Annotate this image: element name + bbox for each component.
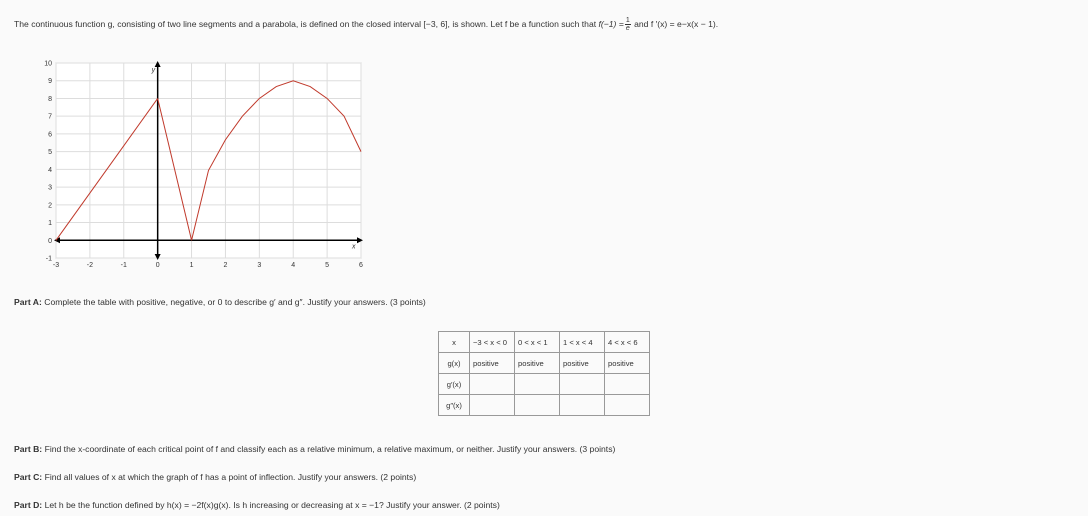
table-cell xyxy=(560,395,605,416)
fraction xyxy=(625,17,631,32)
derivative-definition: and f ′(x) = e−x(x − 1). xyxy=(634,18,719,29)
table-cell: positive xyxy=(515,353,560,374)
part-d xyxy=(14,500,500,510)
f-value-label: f(−1) = xyxy=(598,18,624,29)
x-tick-label: 5 xyxy=(325,262,330,269)
table-cell xyxy=(605,374,650,395)
part-c-text: Find all values of x at which the graph of f has a point of inflection. Justify your answers. (2 points) xyxy=(44,472,417,482)
function-graph xyxy=(36,56,376,271)
x-tick-label: 4 xyxy=(291,262,296,269)
part-a-label: Part A: xyxy=(14,297,42,307)
y-axis-label: y xyxy=(151,67,156,74)
header-interval-1: −3 < x < 0 xyxy=(470,332,515,353)
header-interval-2: 0 < x < 1 xyxy=(515,332,560,353)
y-tick-label: 3 xyxy=(48,184,52,192)
table-row xyxy=(439,353,650,374)
part-b-label: Part B: xyxy=(14,444,43,454)
table-cell xyxy=(560,374,605,395)
header-interval-3: 1 < x < 4 xyxy=(560,332,605,353)
y-tick-label: -1 xyxy=(45,255,52,263)
y-tick-label: 5 xyxy=(48,149,52,157)
y-tick-label: 4 xyxy=(48,166,52,174)
table-cell xyxy=(515,395,560,416)
x-tick-label: -1 xyxy=(120,262,127,269)
y-tick-label: 0 xyxy=(48,237,52,245)
row-label-g: g(x) xyxy=(439,353,470,374)
header-x: x xyxy=(439,332,470,353)
plot-area xyxy=(56,63,361,258)
part-a-text: Complete the table with positive, negative, or 0 to describe g′ and g″. Justify your answers. (3 points) xyxy=(44,297,426,307)
y-tick-label: 9 xyxy=(48,78,52,86)
table-cell xyxy=(470,374,515,395)
fraction-denominator: e xyxy=(625,25,630,32)
table-cell xyxy=(515,374,560,395)
problem-intro xyxy=(14,17,718,32)
x-tick-label: 3 xyxy=(257,262,262,269)
table-cell xyxy=(605,395,650,416)
x-tick-label: -2 xyxy=(86,262,94,269)
table-cell: positive xyxy=(560,353,605,374)
sign-table xyxy=(438,331,650,416)
part-c-label: Part C: xyxy=(14,472,43,482)
y-tick-label: 10 xyxy=(44,60,52,68)
x-tick-label: 0 xyxy=(155,262,160,269)
part-c xyxy=(14,472,416,482)
header-interval-4: 4 < x < 6 xyxy=(605,332,650,353)
y-tick-label: 6 xyxy=(48,131,52,139)
table-row xyxy=(439,395,650,416)
y-tick-label: 7 xyxy=(48,113,52,121)
part-d-text: Let h be the function defined by h(x) = −2f(x)g(x). Is h increasing or decreasing at x = −1? Justify your answer. (2 points) xyxy=(44,500,500,510)
part-b xyxy=(14,444,615,454)
table-cell: positive xyxy=(605,353,650,374)
x-tick-label: 1 xyxy=(189,262,194,269)
y-tick-label: 1 xyxy=(48,220,52,228)
row-label-g-prime: g′(x) xyxy=(439,374,470,395)
row-label-g-double-prime: g″(x) xyxy=(439,395,470,416)
y-tick-label: 8 xyxy=(48,95,52,103)
table-cell xyxy=(470,395,515,416)
x-tick-label: 6 xyxy=(359,262,363,269)
y-tick-label: 2 xyxy=(48,202,52,210)
part-a xyxy=(14,297,426,307)
part-b-text: Find the x-coordinate of each critical point of f and classify each as a relative minimum, a relative maximum, or neither. Justify your answers. (3 points) xyxy=(44,444,616,454)
part-d-label: Part D: xyxy=(14,500,43,510)
table-row xyxy=(439,374,650,395)
x-tick-label: 2 xyxy=(223,262,228,269)
x-tick-label: -3 xyxy=(52,262,60,269)
table-cell: positive xyxy=(470,353,515,374)
table-header-row xyxy=(439,332,650,353)
fraction-numerator: 1 xyxy=(625,17,630,24)
intro-text: The continuous function g, consisting of two line segments and a parabola, is defined on the closed interval [−3, 6], is shown. Let f be a function such that xyxy=(14,18,597,29)
x-axis-label: x xyxy=(352,243,356,251)
